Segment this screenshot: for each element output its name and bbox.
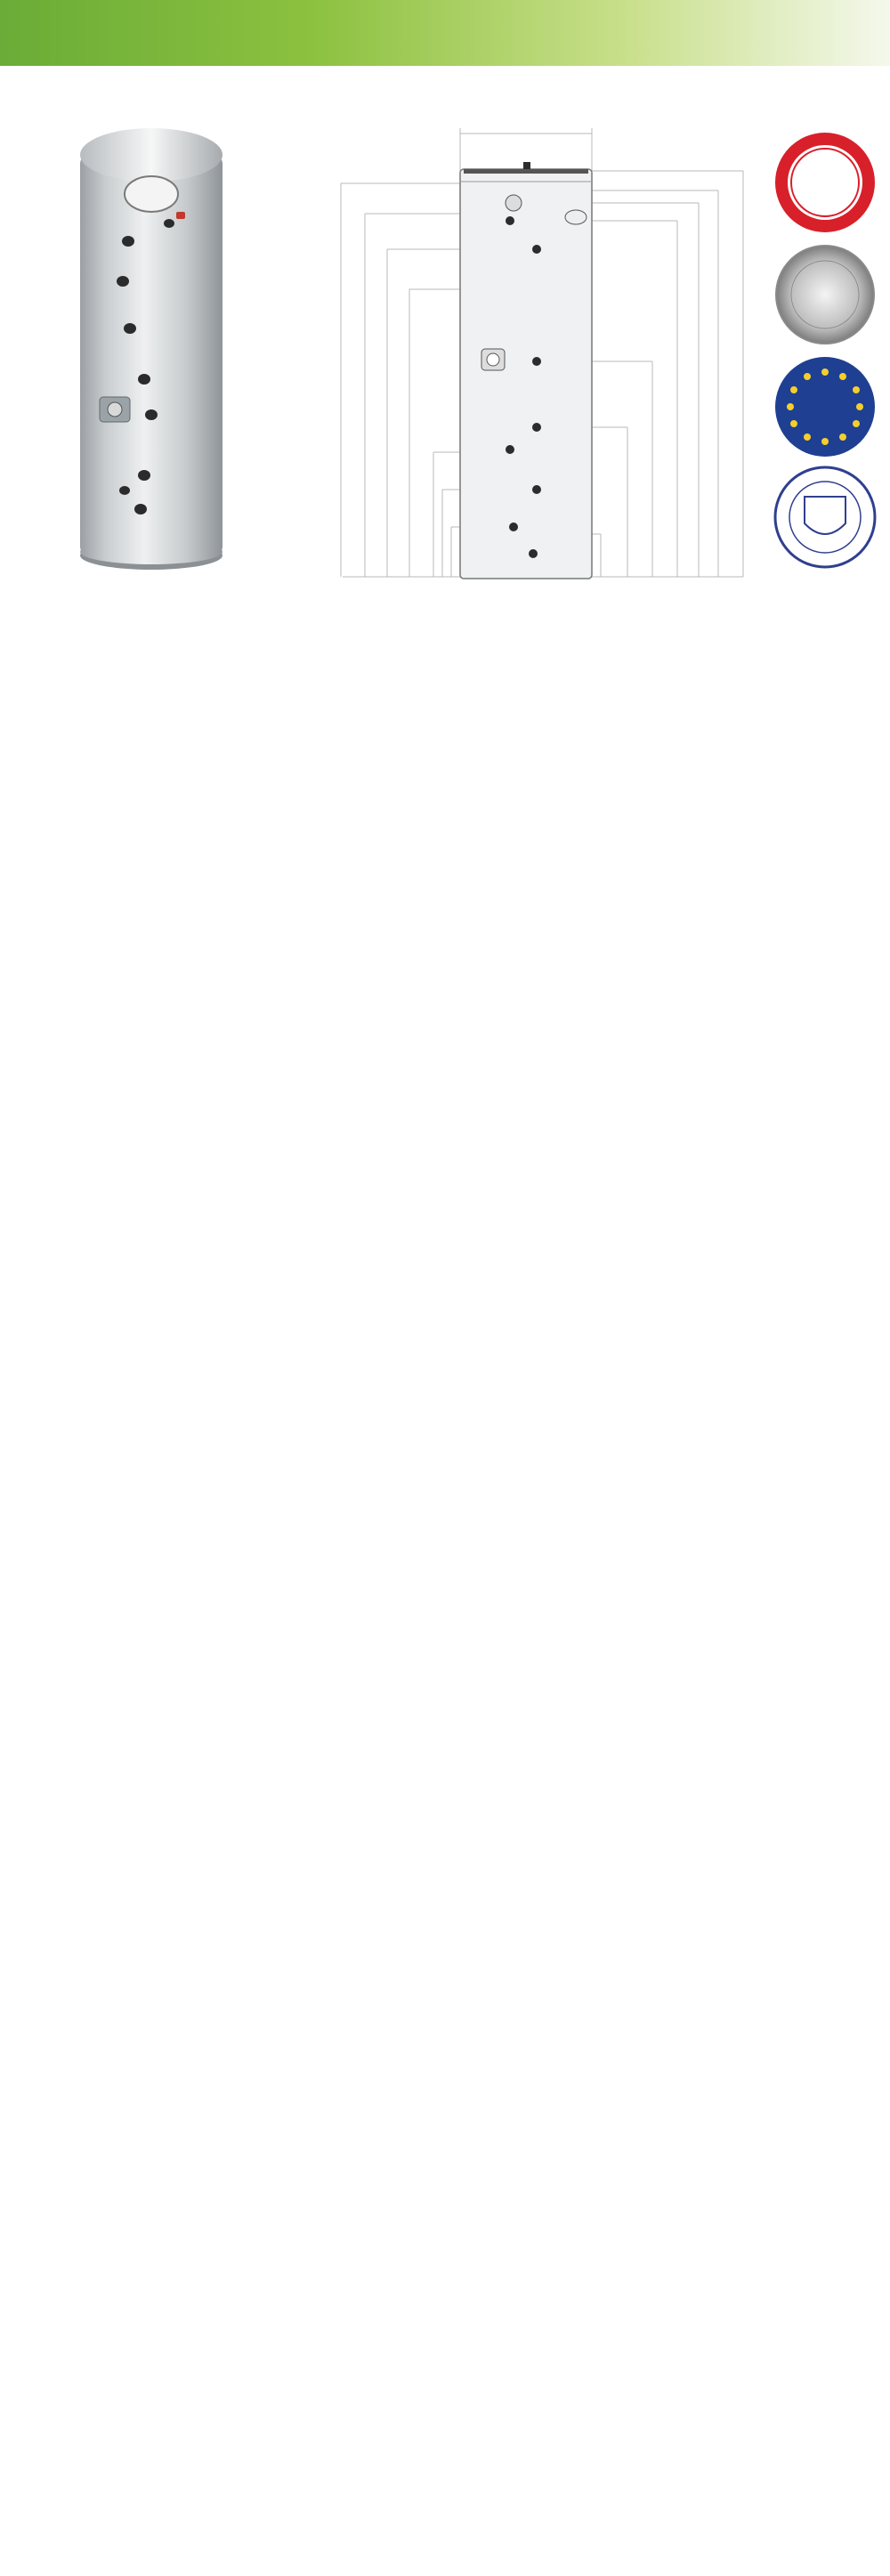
product-section [0,116,890,582]
pzh-badge [773,465,878,570]
advantages-title [0,2305,890,2316]
brand-logo [125,176,178,212]
tank-image [62,121,240,584]
eu-product-badge [773,354,878,459]
page-subtitle [0,66,890,116]
stainless-steel-badge [773,242,878,347]
technical-diagram [307,116,761,582]
warranty-badge [773,130,878,235]
hero-banner [0,0,890,66]
advantages-section [0,2305,890,2316]
